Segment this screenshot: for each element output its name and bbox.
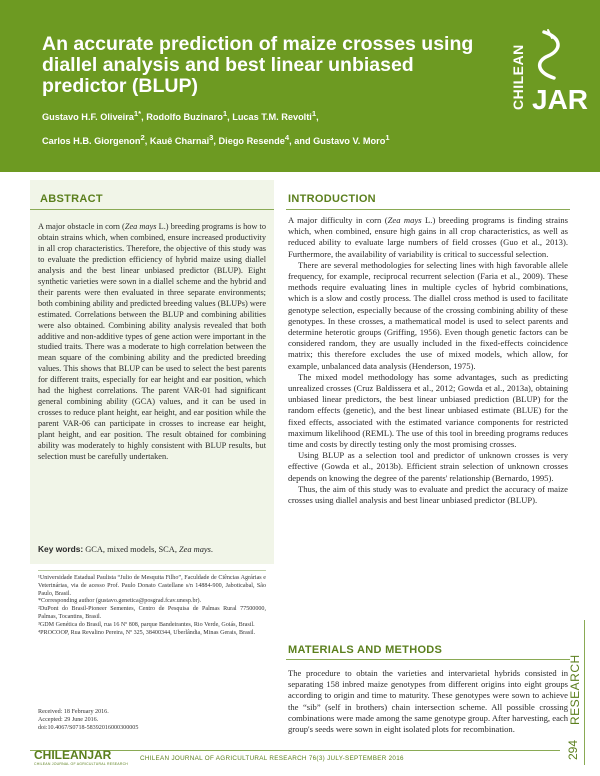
introduction-heading: INTRODUCTION	[288, 193, 376, 205]
divider	[286, 659, 570, 660]
keywords-list: GCA, mixed models, SCA, Zea mays.	[85, 545, 213, 554]
paragraph: A major difficulty in corn (Zea mays L.) breeding programs is finding strains which, when combined, ensure high gains in all crop characteristics, as well as reduced ability to evaluate large numbers of field crosses (Guo et al., 2013). Furthermore, the availability of variability is critical to successful selection.	[288, 215, 569, 259]
journal-logo	[508, 28, 589, 148]
affiliations	[38, 575, 266, 637]
side-divider	[584, 620, 585, 765]
footer-logo-subtitle: CHILEAN JOURNAL OF AGRICULTURAL RESEARCH	[34, 762, 129, 766]
author-name: and Gustavo V. Moro	[294, 135, 386, 146]
author-name: Kauê Charnai	[149, 135, 210, 146]
author-name: Gustavo H.F. Oliveira	[42, 112, 134, 123]
materials-methods-heading: MATERIALS AND METHODS	[288, 644, 443, 656]
materials-methods-text	[288, 668, 568, 735]
author-line-2: Carlos H.B. Giorgenon$^2$, Kauê Charnai$^3$, Diego Resende$^4$, and Gustavo V. Moro$^1$	[42, 132, 390, 146]
author-name: Lucas T.M. Revolti	[232, 112, 312, 123]
keywords-label: Key words:	[38, 544, 84, 554]
article-dates	[38, 708, 266, 732]
journal-reference: CHILEAN JOURNAL OF AGRICULTURAL RESEARCH 76(3) JULY-SEPTEMBER 2016	[140, 755, 404, 762]
footer-logo: CHILEANJAR	[34, 748, 112, 762]
author-name: Diego Resende	[218, 135, 285, 146]
header-banner	[0, 0, 600, 172]
affiliation: ⁴PROCOOP, Rua Revalino Pereira, Nº 325, 38400344, Uberlândia, Minas Gerais, Brasil.	[38, 629, 256, 636]
doi: doi:10.4067/S0718-58392016000300005	[38, 725, 139, 731]
paragraph: The procedure to obtain the varieties and intervarietal hybrids consisted in separating 158 inbred maize genotypes from different origins into eight groups according to origin and time to maturity. These genotypes were sown to achieve the “sib” (self in brothers) chain intersection scheme. All possible crossing combinations were made among the same genotype group. After harvesting, each group's seeds were sown in eight isolated plots for recombination.	[288, 668, 568, 735]
divider	[286, 209, 570, 210]
logo-word-chilean: CHILEAN	[510, 44, 526, 110]
received-date: Received: 18 February 2016.	[38, 709, 109, 715]
leaf-swirl-icon	[518, 28, 590, 88]
paragraph: Thus, the aim of this study was to evaluate and predict the accuracy of maize crosses using diallel analysis and best linear unbiased predictor (BLUP).	[288, 483, 568, 506]
affiliation: ¹Universidade Estadual Paulista “Julio de Mesquita Filho”, Faculdade de Ciências Agrárias e Veterinárias, via de acesso Prof. Paulo Donato Castellane s/n 14884-900, Jaboticabal, São Paulo, Brasil.	[38, 575, 266, 597]
article-title: An accurate prediction of maize crosses using diallel analysis and best linear unbiased predictor (BLUP)	[42, 33, 474, 97]
divider	[30, 209, 274, 210]
accepted-date: Accepted: 29 June 2016.	[38, 717, 99, 723]
author-line-1: Gustavo H.F. Oliveira$^{1*}$, Rodolfo Buzinaro$^1$, Lucas T.M. Revolti$^1$,	[42, 109, 319, 123]
abstract-heading: ABSTRACT	[40, 193, 103, 205]
corresponding-author: *Corresponding author (gustavo.genetica@posgrad.fcav.unesp.br).	[38, 598, 202, 605]
page-number: 294	[566, 739, 580, 760]
section-label: RESEARCH	[568, 654, 582, 725]
paragraph: The mixed model methodology has some advantages, such as predicting unrealized crosses (Cruz Baldissera et al., 2012; Gowda et al., 2013a), obtaining unbiased linear predictors, the best linear unbiased prediction (BLUP) for the random effects (genetic), and the best linear unbiased estimate (BLUE) for the fixed effects, associated with the estimated variance components for restricted maximum likelihood (REML). The use of this tool in breeding programs reduces time and costs by directly testing only the most promising crosses.	[288, 371, 568, 450]
abstract-paragraph: A major obstacle in corn (Zea mays L.) breeding programs is how to obtain strains which, when combined, ensure increased productivity in all crop characteristics. Therefore, the objective of this study was to evaluate the prediction efficiency of hybrid maize using diallel analysis and the best linear unbiased predictor (BLUP). Eight synthetic varieties were sown in a diallel scheme and the hybrid and their parents were then evaluated in three separate environments; both combining ability and predicted breeding values (BLUPs) were estimated. Correlations between the BLUP and combining abilities were also obtained. Combining ability analysis revealed that both additive and non-additive types of gene action were important in the studied traits. There was a moderate to high correlation between the mean square of the combining ability and the predicted breeding values. This shows that BLUP can be used to select the best parents for different traits, especially for ear height and ear position, which had the highest correlations. The parent VAR-01 had significant general combining ability (GCA) values, and it can be used in crosses to reduce plant height, ear height, and ear position while the parent VAR-06 can participate in crosses to increase ear height, plant height, and ear position. The result obtained for combining ability was moderately to highly consistent with BLUP results, but selection must be carefully undertaken.	[38, 222, 266, 462]
author-name: Carlos H.B. Giorgenon	[42, 135, 141, 146]
author-list	[42, 104, 512, 151]
logo-word-jar: JAR	[532, 84, 589, 115]
abstract-text	[38, 222, 266, 463]
author-name: Rodolfo Buzinaro	[146, 112, 223, 123]
keywords	[38, 544, 266, 554]
paragraph: There are several methodologies for selecting lines with high favorable allele frequency, for example, reciprocal recurrent selection (Faria et al., 2009). These methods require evaluating lines in multiple cycles of hybrid combinations, which is a slow and costly process. The diallel cross method is used to facilitate genotype selection, especially because of the crossing combining ability of these genotypes. In these crosses, a mathematical model is used to select parents and determine heterotic groups (Griffing, 1956). Even though genetic factors can be considered random, they are usually included in the fixed-effects coincidence matrix; this therefore excludes the use of mixed models, which allow, for example, unbalanced data analysis (Henderson, 1975).	[288, 259, 568, 371]
introduction-text	[288, 215, 568, 506]
affiliation: ²DuPont do Brasil-Pioneer Sementes, Centro de Pesquisa de Palmas Rural 77500000, Palmas, Tocantins, Brasil.	[38, 606, 266, 620]
affiliation: ³GDM Genética do Brasil, rua 16 Nº 808, parque Bandeirantes, Rio Verde, Goiás, Brasil.	[38, 621, 255, 628]
divider	[38, 570, 266, 571]
paragraph: Using BLUP as a selection tool and predictor of unknown crosses is very effective (Gowda et al., 2013b). Efficient strain selection of unknown crosses depends on knowing the degree of the parents' relationship (Bernardo, 1995).	[288, 450, 568, 483]
